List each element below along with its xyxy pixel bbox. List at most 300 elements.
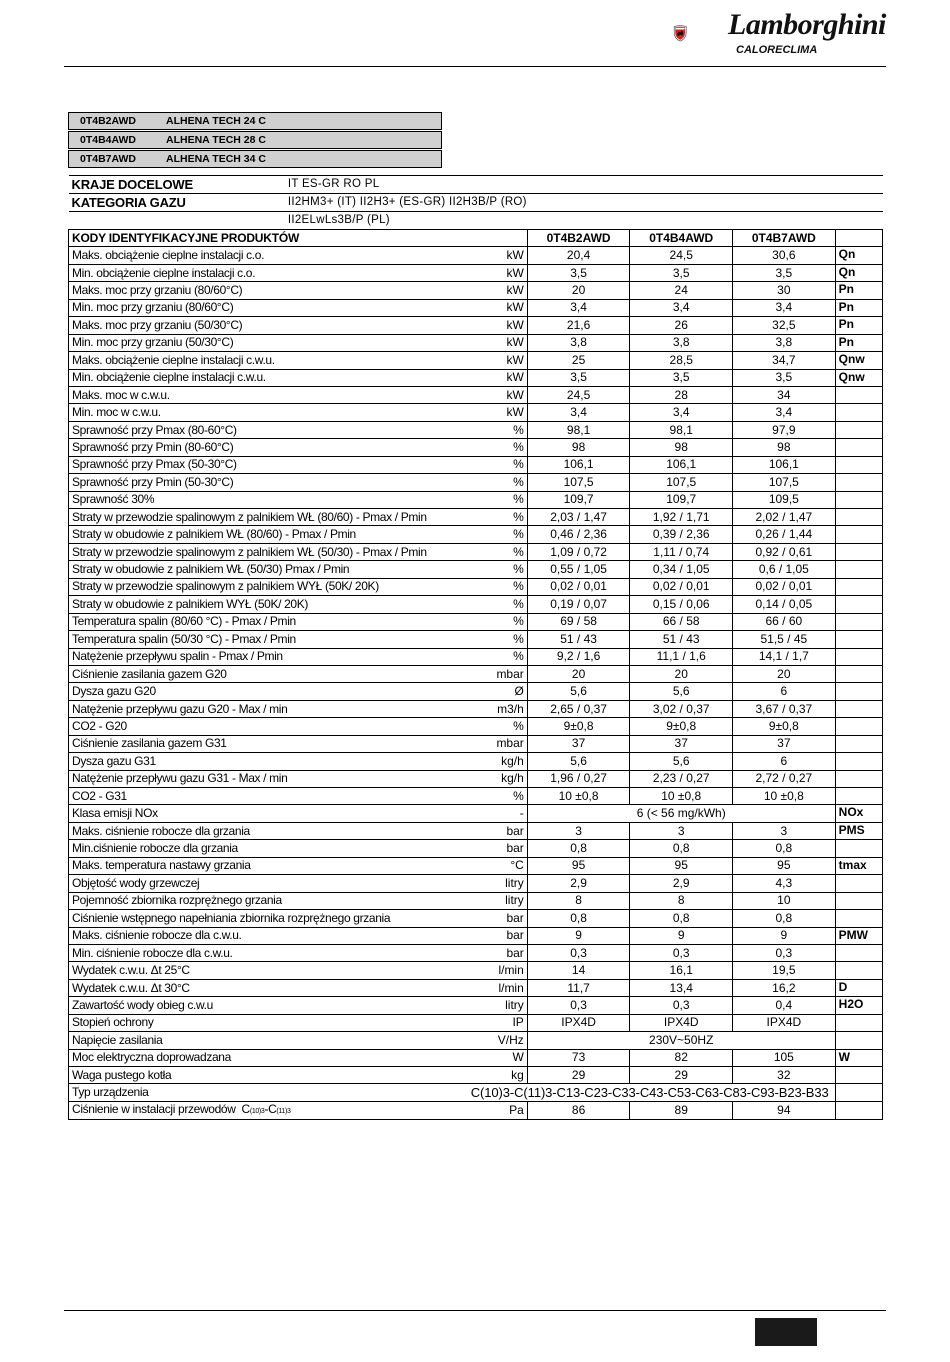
label-suffix-c1: C — [241, 1101, 250, 1116]
spec-unit: % — [456, 526, 527, 543]
spec-value: 20 — [527, 282, 630, 299]
page-number-box — [755, 1318, 817, 1346]
spec-label: Sprawność przy Pmin (80-60°C) — [69, 439, 456, 456]
header-unit — [456, 230, 527, 247]
spec-symbol — [835, 665, 882, 682]
spec-label: Sprawność przy Pmax (50-30°C) — [69, 456, 456, 473]
spec-value: 66 / 60 — [733, 613, 836, 630]
spec-value: 3,5 — [527, 264, 630, 281]
meta-row — [69, 212, 883, 230]
spec-value: 98 — [630, 439, 733, 456]
spec-value: 30,6 — [733, 247, 836, 264]
spec-unit: m3/h — [456, 700, 527, 717]
spec-value: 11,1 / 1,6 — [630, 648, 733, 665]
spec-value: 51 / 43 — [630, 631, 733, 648]
spec-row — [69, 648, 883, 665]
spec-value: 95 — [733, 857, 836, 874]
spec-label: Sprawność przy Pmax (80-60°C) — [69, 421, 456, 438]
spec-value: 10 ±0,8 — [630, 788, 733, 805]
spec-symbol — [835, 439, 882, 456]
spec-value: 0,02 / 0,01 — [527, 578, 630, 595]
model-code: 0T4B2AWD — [80, 115, 137, 127]
spec-value: 3,4 — [630, 404, 733, 421]
spec-value: 3,02 / 0,37 — [630, 700, 733, 717]
spec-row — [69, 1101, 883, 1119]
spec-label: Pojemność zbiornika rozprężnego grzania — [69, 892, 456, 909]
spec-label: Maks. ciśnienie robocze dla c.w.u. — [69, 927, 456, 944]
spec-value: 5,6 — [630, 753, 733, 770]
spec-symbol — [835, 1084, 882, 1101]
spec-value: 20,4 — [527, 247, 630, 264]
spec-value: 0,3 — [733, 944, 836, 961]
spec-symbol — [835, 944, 882, 961]
spec-label: Straty w przewodzie spalinowym z palnikiem WŁ (80/60) - Pmax / Pmin — [69, 509, 456, 526]
label-suffix-s1: (10)3 — [249, 1107, 265, 1115]
spec-symbol — [835, 962, 882, 979]
spec-unit: kW — [456, 352, 527, 369]
spec-label: Temperatura spalin (80/60 °C) - Pmax / Pmin — [69, 613, 456, 630]
spec-row — [69, 735, 883, 752]
spec-value: 3,4 — [733, 299, 836, 316]
spec-value: 69 / 58 — [527, 613, 630, 630]
spec-unit: l/min — [456, 979, 527, 996]
spec-value: 28 — [630, 386, 733, 403]
spec-row — [69, 543, 883, 560]
spec-symbol: Pn — [835, 334, 882, 351]
spec-symbol: Pn — [835, 299, 882, 316]
spec-symbol — [835, 456, 882, 473]
spec-symbol — [835, 526, 882, 543]
spec-label: Waga pustego kotła — [69, 1067, 456, 1084]
spec-value: 21,6 — [527, 317, 630, 334]
spec-unit: bar — [456, 910, 527, 927]
spec-row — [69, 1084, 883, 1101]
spec-label: Min. moc przy grzaniu (80/60°C) — [69, 299, 456, 316]
spec-value: 20 — [733, 665, 836, 682]
spec-value: 19,5 — [733, 962, 836, 979]
spec-value: 1,09 / 0,72 — [527, 543, 630, 560]
spec-label: Stopień ochrony — [69, 1014, 456, 1031]
spec-row — [69, 631, 883, 648]
spec-label: Straty w obudowie z palnikiem WYŁ (50K/ 20K) — [69, 596, 456, 613]
spec-symbol — [835, 875, 882, 892]
spec-value: 107,5 — [630, 474, 733, 491]
spec-label: CO2 - G31 — [69, 788, 456, 805]
spec-label: Straty w przewodzie spalinowym z palnikiem WŁ (50/30) - Pmax / Pmin — [69, 543, 456, 560]
spec-value: 8 — [527, 892, 630, 909]
spec-label: Sprawność przy Pmin (50-30°C) — [69, 474, 456, 491]
spec-unit: % — [456, 578, 527, 595]
spec-unit: litry — [456, 892, 527, 909]
spec-symbol — [835, 1101, 882, 1119]
spec-row — [69, 875, 883, 892]
spec-value: 94 — [733, 1101, 836, 1119]
spec-row — [69, 979, 883, 996]
device-type: C(10)3-C(11)3-C13-C23-C33-C43-C53-C63-C83-C93-B23-B33 — [456, 1084, 835, 1101]
spec-value: 29 — [527, 1067, 630, 1084]
spec-symbol: Qnw — [835, 369, 882, 386]
meta-row — [69, 176, 883, 194]
spec-row — [69, 421, 883, 438]
spec-label: Ciśnienie w instalacji przewodów C(10)3-C(11)3 — [69, 1101, 456, 1119]
model-code: 0T4B4AWD — [80, 134, 137, 146]
spec-value: 3,4 — [527, 299, 630, 316]
model-row — [68, 150, 442, 168]
spec-value: 37 — [630, 735, 733, 752]
spec-value: 0,55 / 1,05 — [527, 561, 630, 578]
spec-row — [69, 369, 883, 386]
spec-symbol: Qn — [835, 247, 882, 264]
spec-symbol — [835, 700, 882, 717]
spec-row — [69, 665, 883, 682]
spec-value: 106,1 — [527, 456, 630, 473]
spec-label: CO2 - G20 — [69, 718, 456, 735]
spec-row — [69, 822, 883, 839]
spec-label: Temperatura spalin (50/30 °C) - Pmax / Pmin — [69, 631, 456, 648]
spec-symbol — [835, 1032, 882, 1049]
spec-value: 3 — [630, 822, 733, 839]
spec-symbol: Pn — [835, 282, 882, 299]
spec-unit: % — [456, 718, 527, 735]
spec-row — [69, 788, 883, 805]
spec-label: Objętość wody grzewczej — [69, 875, 456, 892]
spec-value: 0,8 — [527, 840, 630, 857]
spec-row — [69, 491, 883, 508]
spec-value: 86 — [527, 1101, 630, 1119]
spec-value: 3,5 — [733, 369, 836, 386]
spec-value: 95 — [527, 857, 630, 874]
spec-value: 2,72 / 0,27 — [733, 770, 836, 787]
spec-unit: kW — [456, 264, 527, 281]
spec-value: 0,46 / 2,36 — [527, 526, 630, 543]
spec-unit: kW — [456, 247, 527, 264]
spec-value: 26 — [630, 317, 733, 334]
spec-label: Natężenie przepływu gazu G20 - Max / min — [69, 700, 456, 717]
spec-value: 0,6 / 1,05 — [733, 561, 836, 578]
spec-row — [69, 857, 883, 874]
spec-value: 10 — [733, 892, 836, 909]
spec-row — [69, 282, 883, 299]
spec-value: 2,23 / 0,27 — [630, 770, 733, 787]
spec-symbol — [835, 421, 882, 438]
model-name: ALHENA TECH 28 C — [166, 134, 266, 146]
brand-sub: CALORECLIMA — [736, 44, 818, 56]
spec-symbol — [835, 543, 882, 560]
spec-value: 0,3 — [527, 944, 630, 961]
spec-symbol — [835, 910, 882, 927]
header-col: 0T4B7AWD — [733, 230, 836, 247]
spec-symbol — [835, 718, 882, 735]
spec-label: Typ urządzenia — [69, 1084, 456, 1101]
spec-label: Maks. moc przy grzaniu (50/30°C) — [69, 317, 456, 334]
spec-symbol — [835, 1014, 882, 1031]
spec-value: 0,26 / 1,44 — [733, 526, 836, 543]
model-row — [68, 131, 442, 149]
spec-value: 109,5 — [733, 491, 836, 508]
models-list — [68, 112, 442, 169]
spec-label: Klasa emisji NOx — [69, 805, 456, 822]
meta-value: II2ELwLs3B/P (PL) — [288, 212, 715, 230]
spec-value: 51,5 / 45 — [733, 631, 836, 648]
spec-row — [69, 1067, 883, 1084]
spec-unit: % — [456, 788, 527, 805]
bottom-rule — [64, 1310, 886, 1311]
spec-symbol: D — [835, 979, 882, 996]
spec-value: 13,4 — [630, 979, 733, 996]
spec-value: 32,5 — [733, 317, 836, 334]
spec-value: 0,8 — [630, 910, 733, 927]
spec-value: 6 — [733, 753, 836, 770]
spec-value: 37 — [733, 735, 836, 752]
spec-value: 3,5 — [527, 369, 630, 386]
header-sym — [835, 230, 882, 247]
spec-label: Sprawność 30% — [69, 491, 456, 508]
spec-value: 1,11 / 0,74 — [630, 543, 733, 560]
model-name: ALHENA TECH 24 C — [166, 115, 266, 127]
spec-symbol — [835, 613, 882, 630]
spec-value: 28,5 — [630, 352, 733, 369]
spec-value: 11,7 — [527, 979, 630, 996]
spec-unit: mbar — [456, 735, 527, 752]
spec-unit: kW — [456, 404, 527, 421]
spec-value: 1,92 / 1,71 — [630, 509, 733, 526]
spec-value: 24 — [630, 282, 733, 299]
spec-value: 3,5 — [733, 264, 836, 281]
spec-unit: IP — [456, 1014, 527, 1031]
spec-value: 0,02 / 0,01 — [630, 578, 733, 595]
spec-value: 0,3 — [630, 944, 733, 961]
spec-value: 0,8 — [527, 910, 630, 927]
spec-value: 2,9 — [527, 875, 630, 892]
spec-label: Min. obciążenie cieplne instalacji c.w.u. — [69, 369, 456, 386]
spec-value: 9±0,8 — [630, 718, 733, 735]
spec-unit: bar — [456, 840, 527, 857]
spec-unit: - — [456, 805, 527, 822]
spec-value: 0,34 / 1,05 — [630, 561, 733, 578]
spec-unit: bar — [456, 944, 527, 961]
spec-value: 37 — [527, 735, 630, 752]
spec-value-span: 6 (< 56 mg/kWh) — [527, 805, 835, 822]
spec-row — [69, 317, 883, 334]
spec-unit: % — [456, 613, 527, 630]
spec-label: Min.ciśnienie robocze dla grzania — [69, 840, 456, 857]
spec-unit: % — [456, 509, 527, 526]
brand-name: Lamborghini — [728, 8, 886, 41]
spec-unit: % — [456, 543, 527, 560]
spec-label: Napięcie zasilania — [69, 1032, 456, 1049]
spec-symbol — [835, 578, 882, 595]
spec-symbol — [835, 561, 882, 578]
spec-value: 95 — [630, 857, 733, 874]
spec-unit: % — [456, 491, 527, 508]
spec-value: 34 — [733, 386, 836, 403]
spec-value: 24,5 — [630, 247, 733, 264]
spec-value: 29 — [630, 1067, 733, 1084]
spec-value: 9±0,8 — [733, 718, 836, 735]
spec-value: 34,7 — [733, 352, 836, 369]
spec-label: Min. moc przy grzaniu (50/30°C) — [69, 334, 456, 351]
spec-unit: kW — [456, 317, 527, 334]
spec-value: 89 — [630, 1101, 733, 1119]
spec-value: 82 — [630, 1049, 733, 1066]
spec-value: 0,14 / 0,05 — [733, 596, 836, 613]
label-suffix-c2: C — [268, 1101, 277, 1116]
spec-label: Wydatek c.w.u. Δt 30°C — [69, 979, 456, 996]
spec-row — [69, 700, 883, 717]
meta-row — [69, 194, 883, 212]
spec-row — [69, 805, 883, 822]
spec-unit: Pa — [456, 1101, 527, 1119]
spec-row — [69, 770, 883, 787]
spec-unit: kg/h — [456, 770, 527, 787]
spec-row — [69, 404, 883, 421]
spec-value: 2,9 — [630, 875, 733, 892]
spec-value: 3 — [733, 822, 836, 839]
spec-row — [69, 578, 883, 595]
spec-value: 0,8 — [733, 910, 836, 927]
spec-value: 97,9 — [733, 421, 836, 438]
spec-row — [69, 962, 883, 979]
spec-value: 2,65 / 0,37 — [527, 700, 630, 717]
spec-row — [69, 474, 883, 491]
spec-row — [69, 264, 883, 281]
spec-label: Dysza gazu G20 — [69, 683, 456, 700]
spec-row — [69, 247, 883, 264]
spec-value: 66 / 58 — [630, 613, 733, 630]
spec-value: 6 — [733, 683, 836, 700]
spec-value: 24,5 — [527, 386, 630, 403]
spec-unit: % — [456, 439, 527, 456]
spec-table — [68, 175, 883, 1120]
spec-symbol: Pn — [835, 317, 882, 334]
spec-value: 25 — [527, 352, 630, 369]
spec-label: Maks. obciążenie cieplne instalacji c.o. — [69, 247, 456, 264]
spec-value: 3,4 — [733, 404, 836, 421]
header-col: 0T4B4AWD — [630, 230, 733, 247]
spec-value: 0,92 / 0,61 — [733, 543, 836, 560]
spec-unit: % — [456, 474, 527, 491]
spec-value: IPX4D — [733, 1014, 836, 1031]
spec-symbol — [835, 404, 882, 421]
spec-row — [69, 683, 883, 700]
spec-row — [69, 299, 883, 316]
spec-unit: kW — [456, 299, 527, 316]
spec-value: 109,7 — [630, 491, 733, 508]
spec-row — [69, 1032, 883, 1049]
spec-value: 0,02 / 0,01 — [733, 578, 836, 595]
spec-value: 1,96 / 0,27 — [527, 770, 630, 787]
spec-label: Min. moc w c.w.u. — [69, 404, 456, 421]
spec-value: 109,7 — [527, 491, 630, 508]
spec-label: Maks. moc przy grzaniu (80/60°C) — [69, 282, 456, 299]
spec-unit: litry — [456, 997, 527, 1014]
spec-row — [69, 509, 883, 526]
spec-symbol — [835, 1067, 882, 1084]
spec-value: 2,03 / 1,47 — [527, 509, 630, 526]
spec-symbol: NOx — [835, 805, 882, 822]
spec-row — [69, 840, 883, 857]
label-suffix-s2: (11)3 — [276, 1107, 291, 1115]
spec-row — [69, 718, 883, 735]
lamborghini-logo — [672, 2, 732, 64]
spec-symbol — [835, 491, 882, 508]
spec-label: Wydatek c.w.u. Δt 25°C — [69, 962, 456, 979]
spec-unit: Ø — [456, 683, 527, 700]
spec-value: 5,6 — [630, 683, 733, 700]
spec-value: IPX4D — [527, 1014, 630, 1031]
spec-value: 3,5 — [630, 369, 733, 386]
spec-value: 9±0,8 — [527, 718, 630, 735]
spec-unit: W — [456, 1049, 527, 1066]
spec-symbol: Qnw — [835, 352, 882, 369]
spec-value: 3,4 — [630, 299, 733, 316]
spec-symbol — [835, 892, 882, 909]
spec-label: Min. obciążenie cieplne instalacji c.o. — [69, 264, 456, 281]
spec-symbol — [835, 631, 882, 648]
spec-value: 0,3 — [630, 997, 733, 1014]
spec-value: 16,1 — [630, 962, 733, 979]
meta-label: KRAJE DOCELOWE — [69, 176, 456, 194]
spec-value: 32 — [733, 1067, 836, 1084]
spec-unit: % — [456, 456, 527, 473]
spec-unit: % — [456, 561, 527, 578]
spec-value: 106,1 — [630, 456, 733, 473]
spec-label: Min. ciśnienie robocze dla c.w.u. — [69, 944, 456, 961]
spec-unit: kW — [456, 282, 527, 299]
spec-label: Maks. ciśnienie robocze dla grzania — [69, 822, 456, 839]
model-row — [68, 112, 442, 130]
spec-label: Maks. obciążenie cieplne instalacji c.w.u. — [69, 352, 456, 369]
spec-unit: % — [456, 421, 527, 438]
spec-row — [69, 386, 883, 403]
spec-value: 30 — [733, 282, 836, 299]
spec-label: Natężenie przepływu spalin - Pmax / Pmin — [69, 648, 456, 665]
model-code: 0T4B7AWD — [80, 153, 137, 165]
spec-label: Straty w przewodzie spalinowym z palnikiem WYŁ (50K/ 20K) — [69, 578, 456, 595]
spec-row — [69, 892, 883, 909]
spec-symbol — [835, 509, 882, 526]
spec-symbol — [835, 770, 882, 787]
spec-unit: % — [456, 596, 527, 613]
spec-unit: kg/h — [456, 753, 527, 770]
spec-value: 3 — [527, 822, 630, 839]
spec-label: Moc elektryczna doprowadzana — [69, 1049, 456, 1066]
header-row — [69, 230, 883, 247]
spec-value: 20 — [630, 665, 733, 682]
spec-value: 16,2 — [733, 979, 836, 996]
spec-value: 0,4 — [733, 997, 836, 1014]
spec-value: 9 — [630, 927, 733, 944]
spec-label: Zawartość wody obieg c.w.u — [69, 997, 456, 1014]
spec-value: 3,8 — [630, 334, 733, 351]
spec-value: 3,4 — [527, 404, 630, 421]
spec-value: 3,8 — [527, 334, 630, 351]
spec-symbol — [835, 840, 882, 857]
spec-unit: kW — [456, 334, 527, 351]
spec-value: 107,5 — [733, 474, 836, 491]
spec-label: Ciśnienie wstępnego napełniania zbiornika rozprężnego grzania — [69, 910, 456, 927]
spec-value: 9,2 / 1,6 — [527, 648, 630, 665]
spec-symbol — [835, 735, 882, 752]
spec-symbol — [835, 386, 882, 403]
spec-row — [69, 456, 883, 473]
spec-symbol — [835, 648, 882, 665]
spec-value: 10 ±0,8 — [527, 788, 630, 805]
spec-unit: litry — [456, 875, 527, 892]
spec-value: 3,67 / 0,37 — [733, 700, 836, 717]
spec-row — [69, 613, 883, 630]
spec-label: Straty w obudowie z palnikiem WŁ (50/30) Pmax / Pmin — [69, 561, 456, 578]
